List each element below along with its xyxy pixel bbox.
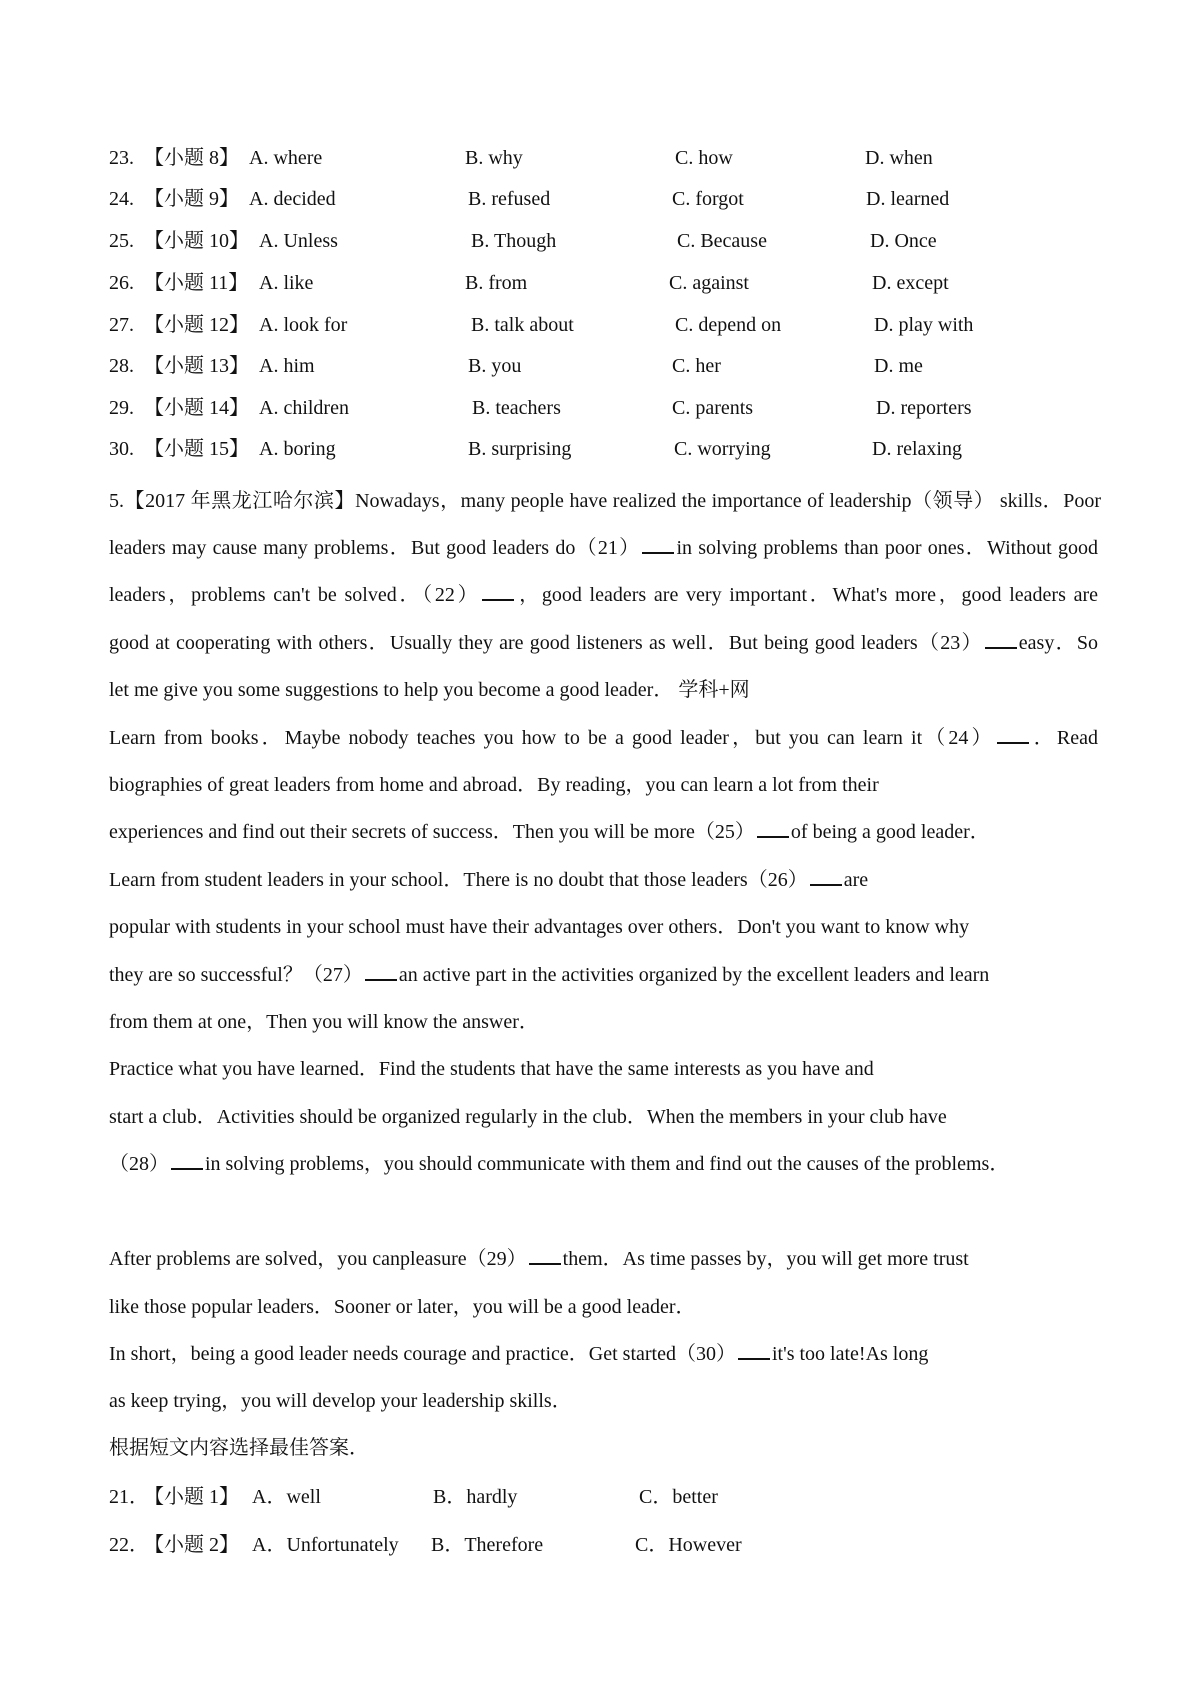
option-b: B．hardly	[433, 1486, 518, 1508]
question-number: 27.	[109, 314, 134, 336]
question-number: 23.	[109, 147, 134, 169]
option-b: B. surprising	[468, 438, 572, 460]
question-number: 30.	[109, 438, 134, 460]
question-number: 29.	[109, 397, 134, 419]
option-d: D. relaxing	[872, 438, 962, 460]
option-c: C. how	[675, 147, 733, 169]
option-b: B. from	[465, 272, 528, 294]
passage-line: biographies of great leaders from home and abroad．By reading，you can learn a lot from their	[109, 774, 879, 796]
question-number: 22．	[109, 1534, 149, 1556]
option-b: B. teachers	[472, 397, 561, 419]
option-a: A. children	[259, 397, 349, 419]
answer-blank	[997, 724, 1029, 744]
passage-line: experiences and find out their secrets of success．Then you will be more（25） of being a good leader．	[109, 817, 990, 847]
option-b: B．Therefore	[431, 1534, 544, 1556]
option-c: C. against	[669, 272, 749, 294]
option-c: C．better	[639, 1486, 718, 1508]
option-c: C. depend on	[675, 314, 782, 336]
option-b: B. talk about	[471, 314, 574, 336]
option-c: C. forgot	[672, 188, 744, 210]
passage-line: leaders may cause many problems．But good leaders do（21） in solving problems than poor ones．Without good	[109, 533, 1098, 563]
answer-blank	[642, 534, 674, 554]
answer-blank	[365, 961, 397, 981]
answer-blank	[810, 866, 842, 886]
passage-line: they are so successful？（27） an active part in the activities organized by the excellent leaders and learn	[109, 960, 989, 990]
option-a: A. decided	[249, 188, 336, 210]
option-a: A．Unfortunately	[252, 1534, 399, 1556]
option-d: D. Once	[870, 230, 937, 252]
option-a: A. boring	[259, 438, 336, 460]
passage-line: start a club．Activities should be organized regularly in the club．When the members in your club have	[109, 1106, 947, 1128]
question-number: 24.	[109, 188, 134, 210]
question-tag: 【小题 10】	[144, 230, 249, 252]
option-c: C. Because	[677, 230, 767, 252]
passage-line: good at cooperating with others．Usually they are good listeners as well．But being good leaders（23） easy．So	[109, 628, 1098, 658]
question-tag: 【小题 14】	[144, 397, 249, 419]
passage-line: from them at one，Then you will know the answer．	[109, 1011, 539, 1033]
passage-line: popular with students in your school must have their advantages over others．Don't you want to know why	[109, 916, 970, 938]
option-d: D. when	[865, 147, 933, 169]
option-b: B. Though	[471, 230, 557, 252]
passage-line: as keep trying，you will develop your leadership skills．	[109, 1390, 572, 1412]
option-a: A．well	[252, 1486, 321, 1508]
option-a: A. him	[259, 355, 315, 377]
question-tag: 【小题 15】	[144, 438, 249, 460]
answer-blank	[171, 1150, 203, 1170]
passage-line: In short，being a good leader needs courage and practice．Get started（30） it's too late!As long	[109, 1339, 928, 1369]
passage-line: Learn from student leaders in your school．There is no doubt that those leaders（26） are	[109, 865, 868, 895]
answer-blank	[482, 581, 514, 601]
option-d: D. except	[872, 272, 949, 294]
question-number: 26.	[109, 272, 134, 294]
answer-blank	[985, 629, 1017, 649]
question-tag: 【小题 12】	[144, 314, 249, 336]
option-a: A. like	[259, 272, 314, 294]
passage-line: Practice what you have learned．Find the students that have the same interests as you have and	[109, 1058, 874, 1080]
option-b: B. refused	[468, 188, 551, 210]
instruction-text: 根据短文内容选择最佳答案．	[109, 1437, 369, 1459]
option-c: C. worrying	[674, 438, 771, 460]
question-tag: 【小题 13】	[144, 355, 249, 377]
option-c: C．However	[635, 1534, 742, 1556]
question-tag: 【小题 1】	[144, 1486, 239, 1508]
option-c: C. her	[672, 355, 721, 377]
answer-blank	[757, 818, 789, 838]
passage-line: 5.【2017 年黑龙江哈尔滨】Nowadays，many people have realized the importance of leadership（领导） skills．Poor	[109, 490, 1101, 512]
passage-line: leaders，problems can't be solved．（22） ，good leaders are very important．What's more，good leaders are	[109, 580, 1098, 610]
question-number: 25.	[109, 230, 134, 252]
option-a: A. Unless	[259, 230, 338, 252]
option-c: C. parents	[672, 397, 754, 419]
passage-line: like those popular leaders．Sooner or later，you will be a good leader．	[109, 1296, 696, 1318]
question-tag: 【小题 11】	[144, 272, 249, 294]
passage-line: （28） in solving problems，you should communicate with them and find out the causes of the problems．	[109, 1149, 1009, 1179]
passage-line: Learn from books．Maybe nobody teaches you how to be a good leader，but you can learn it（24） ．Read	[109, 723, 1098, 753]
question-tag: 【小题 9】	[144, 188, 239, 210]
option-b: B. you	[468, 355, 522, 377]
option-d: D. reporters	[876, 397, 972, 419]
passage-line: let me give you some suggestions to help you become a good leader． 学科+网	[109, 679, 750, 701]
option-a: A. where	[249, 147, 323, 169]
option-d: D. play with	[874, 314, 974, 336]
question-tag: 【小题 2】	[144, 1534, 239, 1556]
answer-blank	[529, 1245, 561, 1265]
option-a: A. look for	[259, 314, 348, 336]
answer-blank	[738, 1340, 770, 1360]
passage-line: After problems are solved，you canpleasure（29） them．As time passes by，you will get more trust	[109, 1244, 969, 1274]
option-d: D. me	[874, 355, 923, 377]
question-number: 28.	[109, 355, 134, 377]
option-b: B. why	[465, 147, 523, 169]
option-d: D. learned	[866, 188, 950, 210]
question-number: 21．	[109, 1486, 149, 1508]
question-tag: 【小题 8】	[144, 147, 239, 169]
